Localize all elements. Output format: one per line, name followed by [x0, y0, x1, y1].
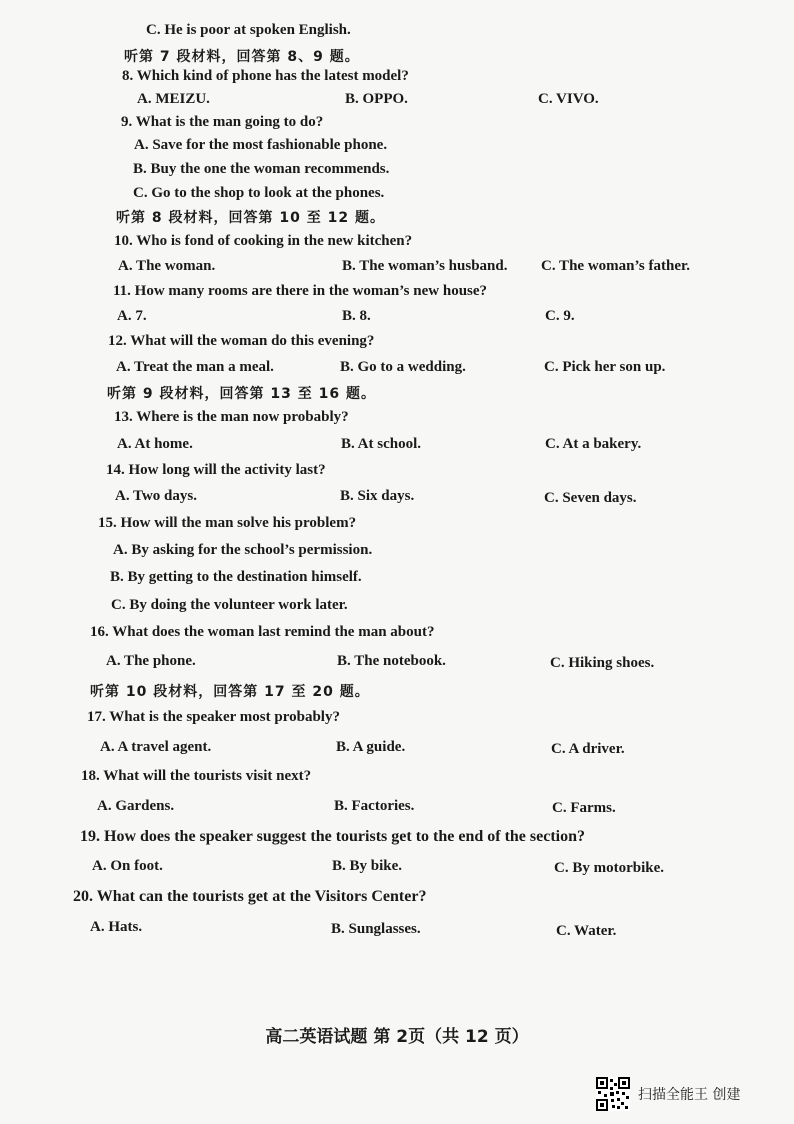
- question: 9. What is the man going to do?: [121, 114, 324, 130]
- option: C. Seven days.: [544, 490, 637, 506]
- option: C. Go to the shop to look at the phones.: [133, 185, 385, 201]
- option: A. The phone.: [106, 653, 196, 669]
- option: C. He is poor at spoken English.: [146, 22, 351, 38]
- option: C. Pick her son up.: [544, 359, 666, 375]
- option: B. Factories.: [334, 798, 415, 814]
- option: B. By getting to the destination himself.: [110, 569, 362, 585]
- option: C. Water.: [556, 923, 617, 939]
- question: 20. What can the tourists get at the Visitors Center?: [73, 888, 427, 905]
- option: B. At school.: [341, 436, 422, 452]
- question: 18. What will the tourists visit next?: [81, 768, 312, 784]
- option: C. Hiking shoes.: [550, 655, 655, 671]
- option: B. By bike.: [332, 858, 403, 874]
- option: C. 9.: [545, 308, 575, 324]
- question: 16. What does the woman last remind the man about?: [90, 624, 435, 640]
- option: A. Treat the man a meal.: [116, 359, 274, 375]
- option: B. Buy the one the woman recommends.: [133, 161, 390, 177]
- option: A. 7.: [117, 308, 147, 324]
- qr-code-icon: [596, 1077, 630, 1111]
- option: C. VIVO.: [538, 91, 599, 107]
- option: B. Go to a wedding.: [340, 359, 466, 375]
- option: B. The notebook.: [337, 653, 446, 669]
- page-footer: 高二英语试题 第 2页（共 12 页）: [265, 1027, 529, 1047]
- option: A. Hats.: [90, 919, 143, 935]
- question: 14. How long will the activity last?: [106, 462, 326, 478]
- question: 10. Who is fond of cooking in the new kitchen?: [114, 233, 413, 249]
- option: A. At home.: [117, 436, 193, 452]
- question: 8. Which kind of phone has the latest model?: [122, 68, 409, 84]
- option: A. Gardens.: [97, 798, 175, 814]
- option: B. Sunglasses.: [331, 921, 421, 937]
- option: A. Two days.: [115, 488, 197, 504]
- option: B. A guide.: [336, 739, 406, 755]
- option: A. On foot.: [92, 858, 163, 874]
- option: A. The woman.: [118, 258, 216, 274]
- option: B. OPPO.: [345, 91, 408, 107]
- option: C. By motorbike.: [554, 860, 664, 876]
- question: 12. What will the woman do this evening?: [108, 333, 375, 349]
- section-heading: 听第 8 段材料，回答第 10 至 12 题。: [116, 210, 385, 226]
- option: B. 8.: [342, 308, 371, 324]
- option: C. The woman’s father.: [541, 258, 691, 274]
- option: C. Farms.: [552, 800, 616, 816]
- option: B. Six days.: [340, 488, 415, 504]
- option: C. A driver.: [551, 741, 625, 757]
- option: A. MEIZU.: [137, 91, 210, 107]
- section-heading: 听第 10 段材料，回答第 17 至 20 题。: [90, 684, 370, 700]
- option: A. Save for the most fashionable phone.: [134, 137, 388, 153]
- question: 11. How many rooms are there in the woman’s new house?: [113, 283, 488, 299]
- option: C. At a bakery.: [545, 436, 642, 452]
- section-heading: 听第 7 段材料，回答第 8、9 题。: [124, 49, 360, 65]
- option: B. The woman’s husband.: [342, 258, 508, 274]
- bleed-through-shadow: [400, 20, 790, 1000]
- option: A. A travel agent.: [100, 739, 212, 755]
- scanner-watermark: [596, 1076, 740, 1112]
- question: 13. Where is the man now probably?: [114, 409, 349, 425]
- question: 19. How does the speaker suggest the tourists get to the end of the section?: [80, 828, 585, 845]
- option: C. By doing the volunteer work later.: [111, 597, 348, 613]
- question: 17. What is the speaker most probably?: [87, 709, 340, 725]
- section-heading: 听第 9 段材料，回答第 13 至 16 题。: [107, 386, 376, 402]
- scanner-label: 扫描全能王 创建: [638, 1087, 741, 1103]
- option: A. By asking for the school’s permission.: [113, 542, 373, 558]
- question: 15. How will the man solve his problem?: [98, 515, 357, 531]
